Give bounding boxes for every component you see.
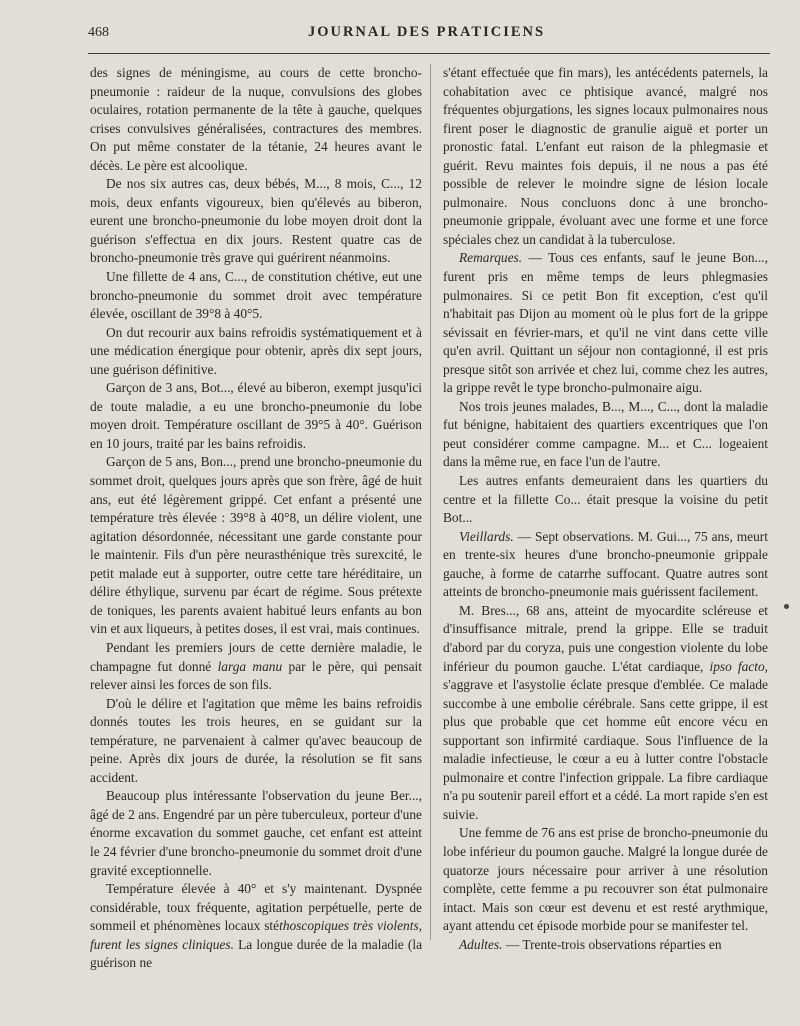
text-segment: s'aggrave et l'asystolie éclate presque d'emblée. Ce malade succombe à une embolie cérébrale. Sans cette grippe, il est plus que probable que cet homme eût encore vécu en supportant son infirmité cardiaque. Sous l'influence de la maladie infectieuse, le cœur a eu à lutter contre l'obstacle pulmonaire et contre l'infection grippale. La fibre cardiaque n'a pu soutenir pareil effort et a cédé. La mort rapide s'en est suivie. — [443, 677, 768, 822]
right-column — [443, 64, 768, 954]
italic-text: Remarques. — [459, 250, 523, 266]
italic-text: larga manu — [217, 658, 283, 674]
column-divider — [430, 64, 431, 940]
italic-text: Adultes. — [459, 936, 503, 952]
page-number: 468 — [88, 25, 109, 40]
paragraph — [443, 936, 768, 955]
paragraph — [90, 695, 422, 788]
header-rule — [88, 53, 770, 54]
paragraph — [90, 64, 422, 175]
text-segment: De nos six autres cas, deux bébés, M..., 8 mois, C..., 12 mois, deux enfants vigoureux, bien qu'élevés au biberon, eurent une broncho-pneumonie du lobe moyen droit dont la guérison s'effectua en dix jours. Restent quatre cas de broncho-pneumonie très grave qui guérirent néanmoins. — [90, 176, 422, 266]
paragraph — [443, 528, 768, 602]
text-segment: — Trente-trois observations réparties en — [502, 936, 722, 952]
paragraph — [90, 787, 422, 880]
ink-spot — [784, 604, 789, 609]
text-segment: Une fillette de 4 ans, C..., de constitution chétive, eut une broncho-pneumonie du sommet droit avec température élevée, oscillant de 39°8 à 40°5. — [90, 269, 422, 322]
paragraph — [90, 453, 422, 638]
paragraph — [90, 880, 422, 973]
italic-text: ipso facto, — [709, 658, 768, 674]
text-segment: s'étant effectuée que fin mars), les antécédents paternels, la cohabitation avec ce phtisique avancé, malgré nos fréquentes objurgations, les signes locaux pulmonaires nous firent poser le diagnostic de granulie aiguë et porter un pronostic fatal. L'enfant eut raison de la phlegmasie et guérit. Revu maintes fois depuis, il ne nous a pas été possible de relever le moindre signe de lésion locale pulmonaire. Nous concluons donc à une broncho-pneumonie grippale, évoluant avec une forme et une force spéciales chez un candidat à la tuberculose. — [443, 65, 768, 247]
text-segment: Les autres enfants demeuraient dans les quartiers du centre et la fillette Co... était presque la voisine du petit Bot... — [443, 473, 768, 526]
paragraph — [90, 639, 422, 695]
text-segment: Température élevée à 40° et s'y maintenant. Dyspnée considérable, toux fréquente, agitation perpétuelle, perte de sommeil et phénomènes locaux sté — [90, 881, 422, 934]
paragraph — [443, 472, 768, 528]
text-segment: Nos trois jeunes malades, B..., M..., C..., dont la maladie fut bénigne, habitaient des quartiers excentriques que l'on peut considérer comme campagne. M... et C... logeaient dans la même rue, en face l'un de l'autre. — [443, 398, 768, 470]
paragraph — [443, 398, 768, 472]
paragraph — [90, 175, 422, 268]
text-segment: M. Bres..., 68 ans, atteint de myocardite scléreuse et d'insuffisance mitrale, prend la grippe. Elle se traduit d'abord par du coryza, puis une congestion violente du lobe inférieur du poumon gauche. L'état cardiaque, — [443, 602, 768, 674]
italic-text: Vieillards. — [459, 528, 514, 544]
paragraph — [90, 379, 422, 453]
text-segment: Garçon de 5 ans, Bon..., prend une broncho-pneumonie du sommet droit, quelques jours après que son frère, âgé de huit ans, eut été légèrement grippé. Cet enfant a présenté une température très élevée : 39°8 à 40°8, un délire violent, une agitation désordonnée, nécessitant une garde constante pour le maintenir. Fils d'un père neurasthénique très surexcité, le petit malade eut à supporter, outre cette tare héréditaire, un délire éthylique, survenu par écart de régime. Sous prétexte de toniques, les parents avaient habitué leurs enfants au bon vin et aux liqueurs, à petites doses, il est vrai, mais continues. — [90, 454, 422, 637]
italic-text: thoscopiques très violents, furent les signes cliniques. — [90, 918, 422, 952]
text-segment: par le père, qui pensait relever ainsi les forces de son fils. — [90, 658, 422, 693]
text-segment: des signes de méningisme, au cours de cette broncho-pneumonie : raideur de la nuque, convulsions des globes oculaires, rotation permanente de la tête à gauche, quelques crises convulsives généralisées, contractures des membres. On put même constater de la tétanie, 24 heures avant le décès. Le père est alcoolique. — [90, 65, 422, 173]
paragraph — [90, 324, 422, 380]
paragraph — [443, 602, 768, 825]
text-segment: — Tous ces enfants, sauf le jeune Bon..., furent pris en même temps de leurs phlegmasies pulmonaires. Si ce petit Bon fit exception, c'est qu'il n'habitait pas Dijon au moment où le plus fort de la grippe sévissait en février-mars, et qu'il ne vint dans cette ville qu'en avril. Quittant un séjour non contagionné, il est pris presque sitôt son arrivée et chez lui, comme chez les autres, la grippe revêt le type broncho-pulmonaire aigu. — [443, 250, 768, 396]
left-column — [90, 64, 422, 973]
text-segment: D'où le délire et l'agitation que même les bains refroidis donnés toutes les trois heures, en se guidant sur la température, ne parvenaient à calmer qu'avec beaucoup de peine. Après dix jours de durée, la résolution se fit sans accident. — [90, 695, 422, 785]
text-segment: La longue durée de la maladie (la guérison ne — [90, 936, 423, 971]
paragraph — [90, 268, 422, 324]
journal-title: JOURNAL DES PRATICIENS — [307, 24, 546, 40]
text-segment: — Sept observations. M. Gui..., 75 ans, meurt en trente-six heures d'une broncho-pneumonie grippale gauche, à forme de catarrhe suffocant. Quatre autres sont atteints de broncho-pneumonie mais guérissent facilement. — [443, 528, 768, 600]
paragraph — [443, 249, 768, 397]
text-segment: On dut recourir aux bains refroidis systématiquement et à une médication énergique pour obtenir, après dix sept jours, une guérison définitive. — [90, 324, 422, 377]
paragraph — [443, 64, 768, 249]
text-segment: Une femme de 76 ans est prise de broncho-pneumonie du lobe inférieur du poumon gauche. Malgré la longue durée de quatorze jours nécessaire pour arriver à une résolution complète, cette femme a pu recouvrer son état pulmonaire intact. Mais son cœur est devenu et est resté arythmique, ayant attendu cet épisode morbide pour se manifester tel. — [443, 825, 768, 934]
paragraph — [443, 824, 768, 935]
text-segment: Beaucoup plus intéressante l'observation du jeune Ber..., âgé de 2 ans. Engendré par un père tuberculeux, porteur d'une énorme excavation du sommet gauche, cet enfant est atteint le 24 février d'une broncho-pneumonie du sommet droit d'une gravité exceptionnelle. — [90, 788, 422, 878]
text-segment: Pendant les premiers jours de cette dernière maladie, le champagne fut donné — [90, 639, 422, 674]
running-header — [88, 24, 765, 52]
text-segment: Garçon de 3 ans, Bot..., élevé au biberon, exempt jusqu'ici de toute maladie, a eu une broncho-pneumonie du lobe moyen droit. Température oscillant de 39°5 à 40°. Guérison en 10 jours, traité par les bains refroidis. — [90, 380, 422, 451]
